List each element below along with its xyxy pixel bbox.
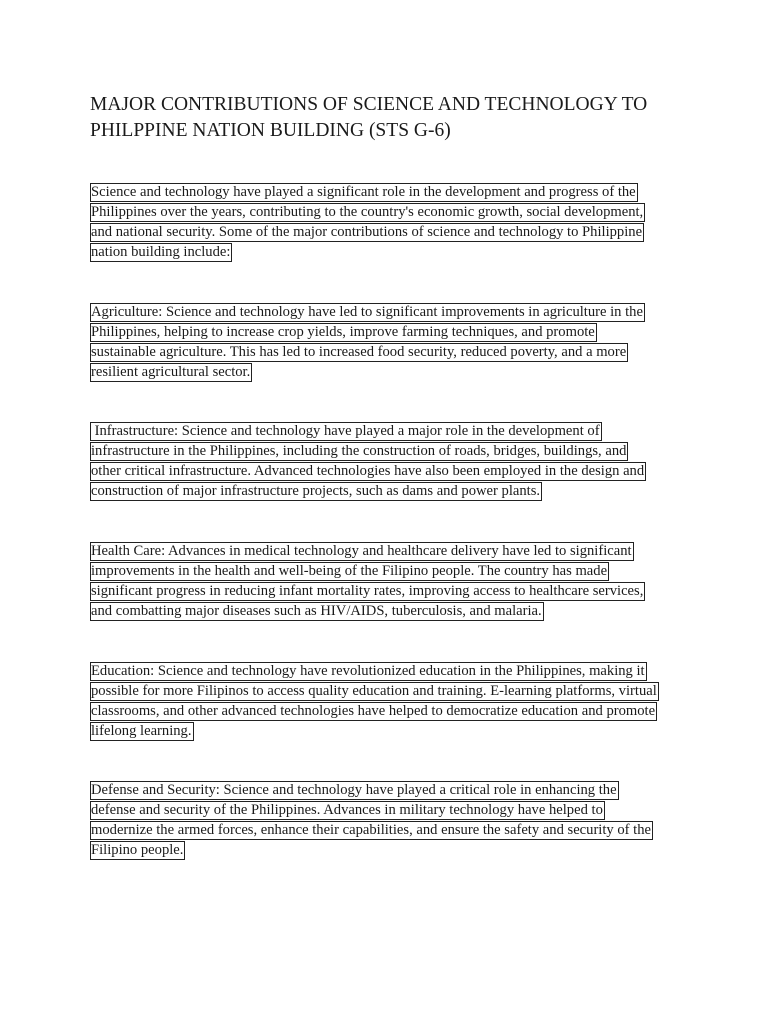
text-line: sustainable agriculture. This has led to increased food security, reduced poverty, and a more <box>91 344 627 360</box>
text-line: and combatting major diseases such as HIV/AIDS, tuberculosis, and malaria. <box>91 603 542 619</box>
text-line: Philippines over the years, contributing to the country's economic growth, social development, <box>91 204 644 220</box>
text-line: Agriculture: Science and technology have led to significant improvements in agriculture in the <box>91 304 643 320</box>
document-title <box>90 92 690 144</box>
text-line: defense and security of the Philippines. Advances in military technology have helped to <box>91 802 603 818</box>
text-line: classrooms, and other advanced technologies have helped to democratize education and promote <box>91 703 656 719</box>
text-line: other critical infrastructure. Advanced technologies have also been employed in the design and <box>91 463 645 479</box>
text-line: nation building include: <box>91 244 231 260</box>
text-line: Filipino people. <box>91 842 184 858</box>
paragraph-health-care <box>90 542 690 622</box>
paragraph-agriculture <box>90 303 690 383</box>
text-line: significant progress in reducing infant mortality rates, improving access to healthcare services, <box>91 583 644 599</box>
text-line: infrastructure in the Philippines, including the construction of roads, bridges, buildings, and <box>91 443 627 459</box>
text-line: Health Care: Advances in medical technology and healthcare delivery have led to significant <box>91 543 632 559</box>
text-line: improvements in the health and well-being of the Filipino people. The country has made <box>91 563 608 579</box>
title-line: MAJOR CONTRIBUTIONS OF SCIENCE AND TECHNOLOGY TO <box>90 94 648 115</box>
text-line: Defense and Security: Science and technology have played a critical role in enhancing the <box>91 782 617 798</box>
text-line: resilient agricultural sector. <box>91 364 251 380</box>
text-line: construction of major infrastructure projects, such as dams and power plants. <box>91 483 541 499</box>
paragraph-infrastructure <box>90 422 690 502</box>
text-line: lifelong learning. <box>91 723 192 739</box>
title-line: PHILPPINE NATION BUILDING (STS G-6) <box>90 120 451 141</box>
text-line: Infrastructure: Science and technology have played a major role in the development of <box>91 423 600 439</box>
text-line: Education: Science and technology have revolutionized education in the Philippines, making it <box>91 663 645 679</box>
text-line: Science and technology have played a significant role in the development and progress of the <box>91 184 636 200</box>
paragraph-introduction <box>90 183 690 263</box>
paragraph-education <box>90 662 690 742</box>
text-line: Philippines, helping to increase crop yields, improve farming techniques, and promote <box>91 324 595 340</box>
text-line: modernize the armed forces, enhance their capabilities, and ensure the safety and security of the <box>91 822 651 838</box>
text-line: possible for more Filipinos to access quality education and training. E-learning platforms, virtual <box>91 683 657 699</box>
paragraph-defense-security <box>90 781 690 861</box>
text-line: and national security. Some of the major contributions of science and technology to Philippine <box>91 224 643 240</box>
